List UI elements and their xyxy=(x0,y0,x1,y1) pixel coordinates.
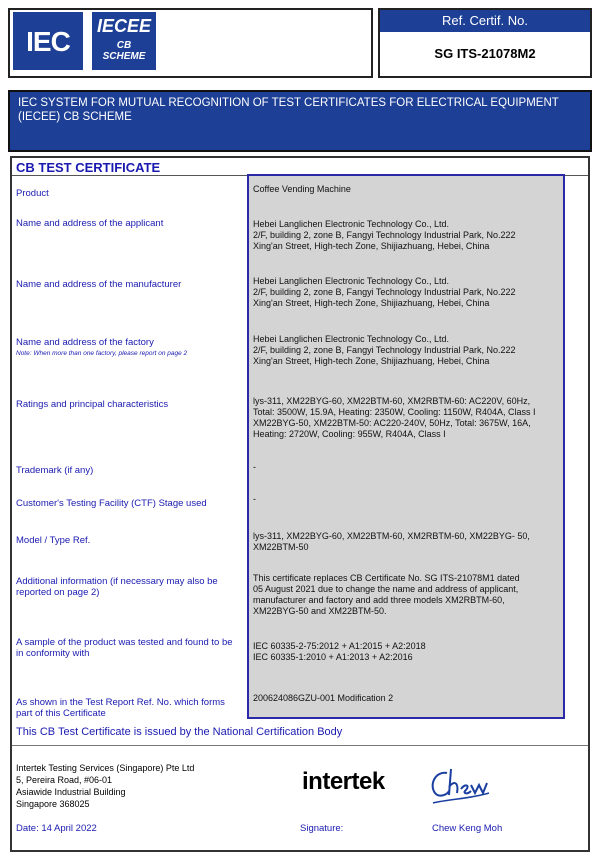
iecee-cb-scheme-logo xyxy=(92,12,156,70)
value-conformity: IEC 60335-2-75:2012 + A1:2015 + A2:2018 IEC 60335-1:2010 + A1:2013 + A2:2016 xyxy=(253,641,426,662)
handwritten-signature xyxy=(425,763,495,813)
label-manufacturer: Name and address of the manufacturer xyxy=(16,279,182,290)
iec-logo xyxy=(13,12,83,70)
label-factory-text: Name and address of the factory xyxy=(16,337,154,348)
value-trademark: - xyxy=(253,462,256,472)
intertek-logo: intertek xyxy=(302,768,385,795)
label-trademark: Trademark (if any) xyxy=(16,465,94,476)
label-ratings: Ratings and principal characteristics xyxy=(16,399,169,410)
iecee-logo-line2: SCHEME xyxy=(102,51,146,62)
label-test-report: As shown in the Test Report Ref. No. which forms part of this Certificate xyxy=(16,697,225,719)
value-product: Coffee Vending Machine xyxy=(253,184,351,194)
value-manufacturer: Hebei Langlichen Electronic Technology Co., Ltd. 2/F, building 2, zone B, Fangyi Technology Industrial Park, No.222 Xing'an Street, High-tech Zone, Shijiazhuang, Hebei, China xyxy=(253,276,516,308)
label-applicant: Name and address of the applicant xyxy=(16,218,164,229)
factory-note: Note: When more than one factory, please report on page 2 xyxy=(16,350,188,357)
scheme-banner-text: IEC SYSTEM FOR MUTUAL RECOGNITION OF TEST CERTIFICATES FOR ELECTRICAL EQUIPMENT (IECEE) CB SCHEME xyxy=(18,97,559,123)
signer-name: Chew Keng Moh xyxy=(432,823,503,834)
label-product: Product xyxy=(16,188,49,199)
value-ctf-stage: - xyxy=(253,494,256,504)
issue-date: Date: 14 April 2022 xyxy=(16,823,97,834)
value-additional-info: This certificate replaces CB Certificate No. SG ITS-21078M1 dated 05 August 2021 due to change the name and address of applicant, manufacturer and factory and add three models XM2RBTM-60, XM22BYG-50 and XM22BTM-50. xyxy=(253,573,520,616)
iecee-logo-subtitle xyxy=(92,40,156,62)
issued-by-statement: This CB Test Certificate is issued by the National Certification Body xyxy=(16,726,343,738)
label-conformity: A sample of the product was tested and found to be in conformity with xyxy=(16,637,233,659)
value-factory: Hebei Langlichen Electronic Technology Co., Ltd. 2/F, building 2, zone B, Fangyi Technology Industrial Park, No.222 Xing'an Street, High-tech Zone, Shijiazhuang, Hebei, China xyxy=(253,334,516,366)
value-panel xyxy=(247,174,565,719)
label-additional-info: Additional information (if necessary may also be reported on page 2) xyxy=(16,576,218,598)
iec-logo-text: IEC xyxy=(26,26,70,57)
iecee-logo-title: IECEE xyxy=(96,16,152,36)
issued-divider xyxy=(12,745,588,746)
lab-address: Intertek Testing Services (Singapore) Pte Ltd 5, Pereira Road, #06-01 Asiawide Industrial Building Singapore 368025 xyxy=(16,763,195,809)
value-ratings: lys-311, XM22BYG-60, XM22BTM-60, XM2RBTM-60: AC220V, 60Hz, Total: 3500W, 15.9A, Heating: 2350W, Cooling: 1150W, R404A, Class I XM22BYG-50, XM22BTM-50: AC220-240V, 50Hz, Total: 3675W, 16A, Heating: 2720W, Cooling: 955W, R404A, Class I xyxy=(253,396,536,439)
value-test-report: 200624086GZU-001 Modification 2 xyxy=(253,693,394,703)
value-model: lys-311, XM22BYG-60, XM22BTM-60, XM2RBTM-60, XM22BYG- 50, XM22BTM-50 xyxy=(253,531,530,552)
signature-label: Signature: xyxy=(300,823,344,834)
label-model: Model / Type Ref. xyxy=(16,535,91,546)
ref-number: SG ITS-21078M2 xyxy=(434,46,536,61)
ref-label: Ref. Certif. No. xyxy=(380,10,590,32)
certificate-title: CB TEST CERTIFICATE xyxy=(16,160,161,175)
label-ctf-stage: Customer's Testing Facility (CTF) Stage used xyxy=(16,498,207,509)
label-factory xyxy=(16,337,236,359)
iecee-logo-line1: CB xyxy=(116,40,132,51)
value-applicant: Hebei Langlichen Electronic Technology Co., Ltd. 2/F, building 2, zone B, Fangyi Technology Industrial Park, No.222 Xing'an Street, High-tech Zone, Shijiazhuang, Hebei, China xyxy=(253,219,516,251)
